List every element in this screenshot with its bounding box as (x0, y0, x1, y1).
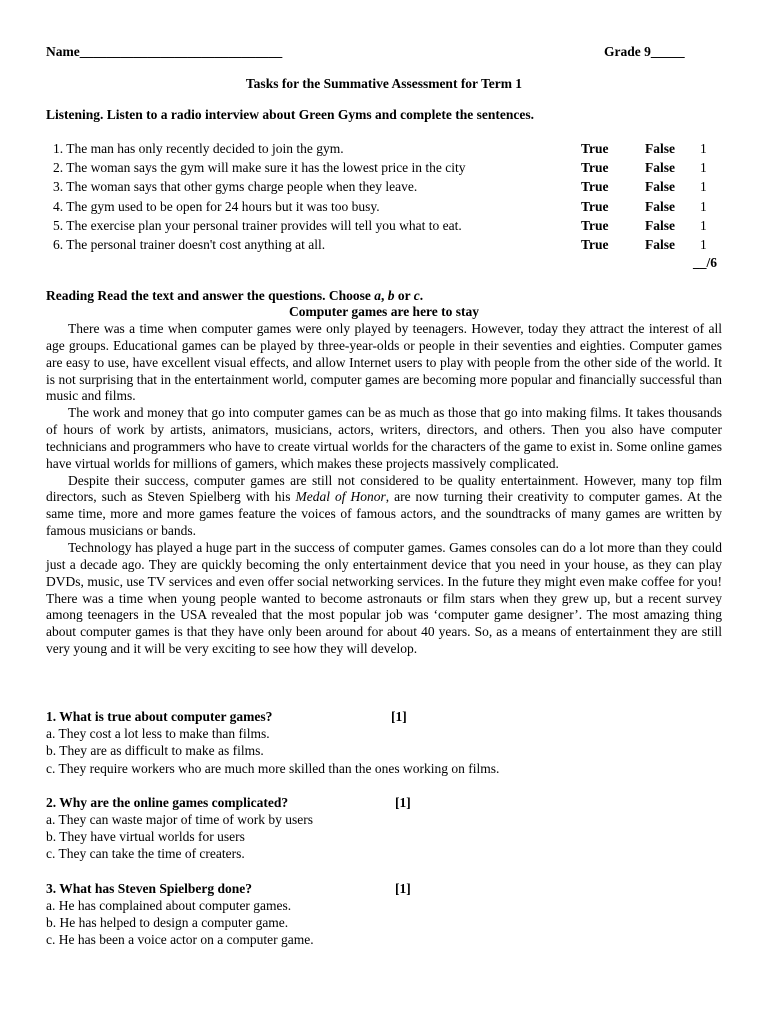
tf-statement: 2. The woman says the gym will make sure it has the lowest price in the city (53, 160, 466, 176)
question-mark-value: [1] (395, 794, 411, 810)
points-value: 1 (700, 160, 707, 176)
tf-row-1 (53, 139, 722, 158)
answer-option-b: b. He has helped to design a computer game. (46, 914, 289, 930)
question-3 (46, 880, 722, 949)
answer-option-c: c. They require workers who are much more skilled than the ones working on films. (46, 760, 500, 776)
points-value: 1 (700, 141, 707, 156)
game-title: Medal of Honor (295, 489, 386, 505)
points-value: 1 (700, 217, 707, 233)
paragraph-4: Technology has played a huge part in the success of computer games. Games consoles can do a lot more than they could just a decade ago. They are quickly becoming the only entertainment device that you need in your house, as they can play DVDs, music, use TV services and even offer social networking services. In the future they might even make coffee for you! There was a time when young people wanted to become astronauts or film stars when they grew up, but a recent survey among teenagers in the USA revealed that the most popular job was ‘computer game designer’. The most amazing thing about computer games is that they have only been around for about 40 years. So, as a means of entertainment they are still very young and it will be very exciting to see how they will develop. (46, 539, 722, 657)
false-option: False (645, 179, 675, 195)
reading-title: Computer games are here to stay (288, 304, 480, 319)
question-text: 1. What is true about computer games? (46, 709, 273, 724)
answer-option-a: a. They can waste major of time of work by users (46, 811, 314, 827)
answer-option-a: a. They cost a lot less to make than films. (46, 726, 270, 742)
reading-instruction-text: Reading Read the text and answer the questions. Choose (46, 288, 375, 303)
paragraph-3-start: Despite their success, computer games are still not considered to be quality entertainment. However, many top film directors, such as Steven Spielberg with his (46, 472, 722, 505)
tf-row-2 (53, 158, 722, 177)
false-option: False (645, 141, 675, 156)
answer-option-b: b. They have virtual worlds for users (46, 829, 245, 845)
tf-statement: 5. The exercise plan your personal trainer provides will tell you what to eat. (53, 217, 462, 233)
points-value: 1 (700, 198, 707, 214)
separator: or (394, 288, 414, 303)
question-mark-value: [1] (391, 709, 407, 724)
false-option: False (645, 160, 675, 176)
tf-statement: 4. The gym used to be open for 24 hours but it was too busy. (53, 198, 380, 214)
true-option: True (581, 236, 609, 252)
separator: , (381, 288, 388, 303)
question-heading (46, 880, 722, 897)
true-option: True (581, 198, 609, 214)
answer-option-a: a. He has complained about computer games. (46, 897, 292, 913)
question-2 (46, 794, 722, 863)
paragraph-3-end: , are now turning their creativity to computer games. At the same time, more and more games feature the voices of famous actors, and the soundtracks of many games are written by famous musicians or bands. (46, 489, 722, 539)
true-false-table (53, 139, 722, 254)
tf-row-3 (53, 177, 722, 196)
paragraph-2: The work and money that go into computer games can be as much as those that go into making films. It takes thousands of hours of work by artists, animators, musicians, actors, writers, directors, and others. Then you also have computer technicians and programmers who have to create virtual worlds for the characters of the game to exist in. Some online games have virtual worlds for millions of gamers, which makes these projects massively complicated. (46, 405, 722, 471)
tf-row-4 (53, 197, 722, 216)
paragraph-1: There was a time when computer games were only played by teenagers. However, today they attract the interest of all age groups. Educational games can be played by three-year-olds or people in their seventies and eighties. Computer games are easy to use, have excellent visual effects, and allow Internet users to play with people from the other side of the world. It is not surprising that in the entertainment world, computer games are becoming more popular and financially successful than music and films. (46, 321, 722, 404)
tf-row-6 (53, 235, 722, 254)
choice-a: a (374, 288, 382, 303)
points-value: 1 (700, 236, 707, 252)
tf-row-5 (53, 216, 722, 235)
reading-instruction (46, 288, 423, 304)
question-text: 3. What has Steven Spielberg done? (46, 880, 253, 896)
true-option: True (581, 179, 609, 195)
paragraph-3 (46, 473, 722, 540)
tf-statement: 3. The woman says that other gyms charge people when they leave. (53, 179, 418, 195)
answer-option-b: b. They are as difficult to make as films. (46, 743, 264, 759)
page-title: Tasks for the Summative Assessment for Term 1 (245, 76, 523, 91)
tf-statement: 6. The personal trainer doesn't cost anything at all. (53, 236, 326, 252)
points-value: 1 (700, 179, 707, 195)
false-option: False (645, 217, 675, 233)
true-option: True (581, 160, 609, 176)
false-option: False (645, 236, 675, 252)
question-text: 2. Why are the online games complicated? (46, 794, 289, 810)
name-field: Name______________________________ (46, 44, 283, 59)
true-option: True (581, 217, 609, 233)
answer-option-c: c. He has been a voice actor on a computer game. (46, 932, 314, 948)
false-option: False (645, 198, 675, 214)
question-1 (46, 708, 722, 777)
listening-instruction: Listening. Listen to a radio interview about Green Gyms and complete the sentences. (46, 107, 534, 122)
choice-b: b (387, 288, 395, 303)
question-heading (46, 708, 722, 725)
header-row (46, 44, 722, 62)
reading-text (46, 321, 722, 658)
true-option: True (581, 141, 609, 156)
listening-score: __/6 (693, 255, 718, 270)
choice-c: c (413, 288, 420, 303)
tf-statement: 1. The man has only recently decided to join the gym. (53, 141, 344, 156)
period: . (419, 288, 424, 303)
question-mark-value: [1] (395, 880, 411, 896)
grade-field: Grade 9_____ (604, 44, 685, 59)
questions-section (46, 708, 722, 965)
question-heading (46, 794, 722, 811)
answer-option-c: c. They can take the time of creaters. (46, 846, 245, 862)
